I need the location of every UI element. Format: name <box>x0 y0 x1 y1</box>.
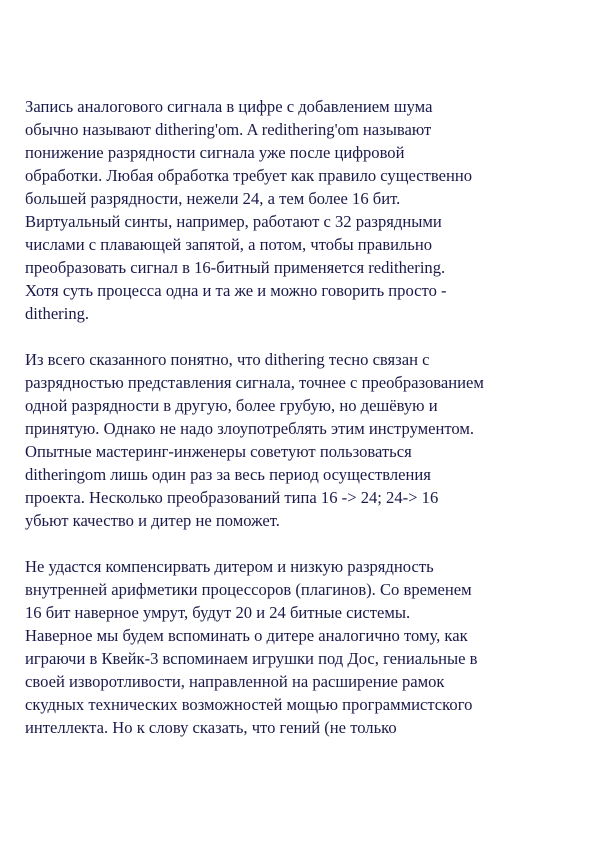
paragraph-1 <box>25 95 585 325</box>
text-line: разрядностью представления сигнала, точнее с преобразованием <box>25 373 484 392</box>
text-line: Запись аналогового сигнала в цифре с добавлением шума <box>25 97 433 116</box>
text-line: dithering. <box>25 304 90 323</box>
text-line: своей изворотливости, направленной на расширение рамок <box>25 672 445 691</box>
text-line: числами с плавающей запятой, а потом, чтобы правильно <box>25 235 433 254</box>
text-line: Виртуальный синты, например, работают с 32 разрядными <box>25 212 442 231</box>
text-line: Хотя суть процесса одна и та же и можно говорить просто - <box>25 281 447 300</box>
text-line: скудных технических возможностей мощью программистского <box>25 695 473 714</box>
text-line: принятую. Однако не надо злоупотреблять этим инструментом. <box>25 419 475 438</box>
text-line: большей разрядности, нежели 24, а тем более 16 бит. <box>25 189 401 208</box>
text-line: преобразовать сигнал в 16-битный применяется redithering. <box>25 258 446 277</box>
text-line: Опытные мастеринг-инженеры советуют пользоваться <box>25 442 412 461</box>
text-line: внутренней арифметики процессоров (плагинов). Со временем <box>25 580 472 599</box>
text-line: проекта. Несколько преобразований типа 16 -> 24; 24-> 16 <box>25 488 439 507</box>
text-line: играючи в Квейк-3 вспоминаем игрушки под Дос, гениальные в <box>25 649 478 668</box>
text-line: одной разрядности в другую, более грубую, но дешёвую и <box>25 396 438 415</box>
text-line: 16 бит наверное умрут, будут 20 и 24 битные системы. <box>25 603 411 622</box>
text-line: обычно называют dithering'om. A redithering'om называют <box>25 120 432 139</box>
text-line: Из всего сказанного понятно, что dithering тесно связан с <box>25 350 430 369</box>
text-line: ditheringom лишь один раз за весь период осуществления <box>25 465 431 484</box>
text-line: убьют качество и дитер не поможет. <box>25 511 280 530</box>
paragraph-gap <box>25 325 585 348</box>
text-line: обработки. Любая обработка требует как правило существенно <box>25 166 473 185</box>
text-line: Не удастся компенсирвать дитером и низкую разрядность <box>25 557 434 576</box>
text-line: Наверное мы будем вспоминать о дитере аналогично тому, как <box>25 626 468 645</box>
text-line: интеллекта. Но к слову сказать, что гений (не только <box>25 718 397 737</box>
text-line: понижение разрядности сигнала уже после цифровой <box>25 143 405 162</box>
paragraph-gap <box>25 532 585 555</box>
paragraph-2 <box>25 348 585 532</box>
document-body <box>25 95 585 739</box>
paragraph-3 <box>25 555 585 739</box>
